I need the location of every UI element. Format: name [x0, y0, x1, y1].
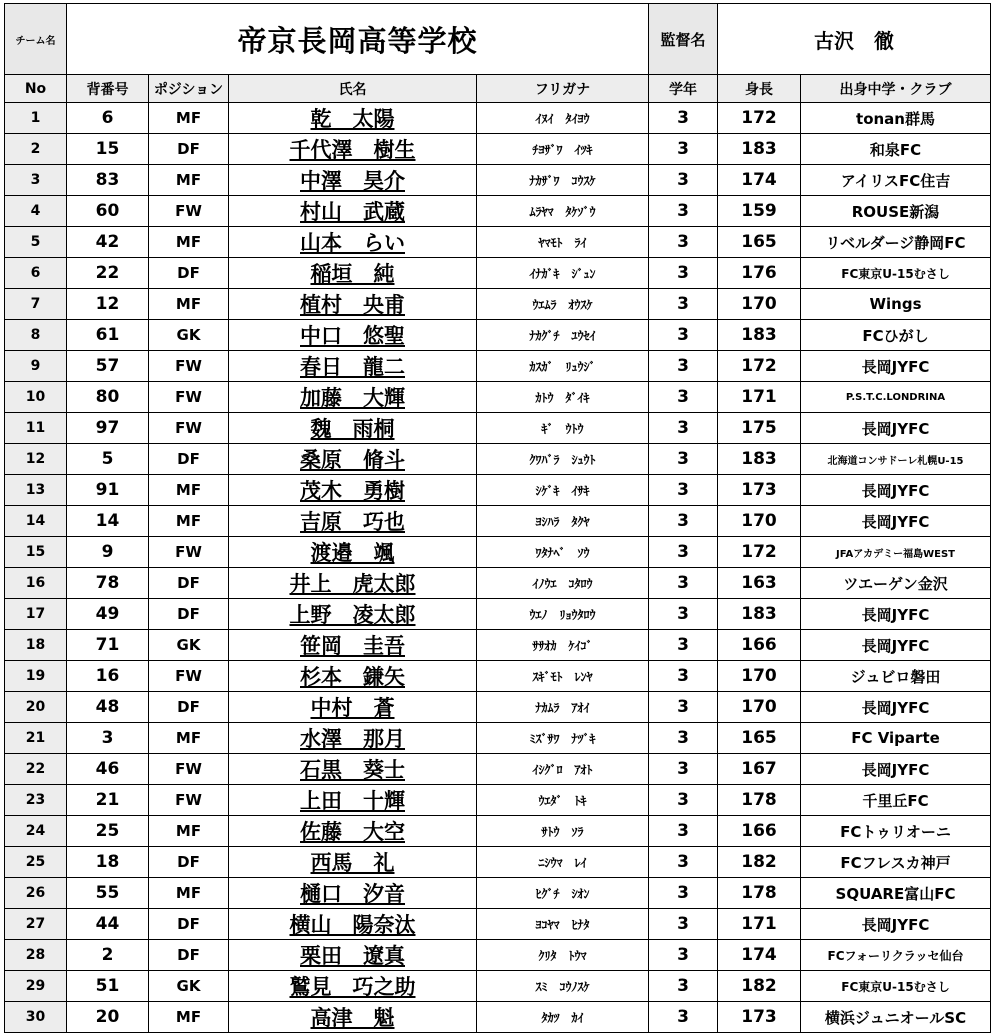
player-club: 長岡JYFC [801, 475, 991, 506]
player-club: ジュビロ磐田 [801, 661, 991, 692]
player-position: GK [149, 971, 229, 1002]
player-no: 6 [5, 258, 67, 289]
table-row [5, 723, 991, 754]
player-name: 中村 蒼 [229, 692, 477, 723]
player-club: リベルダージ静岡FC [801, 227, 991, 258]
player-kana: ｶｽｶﾞ ﾘｭｳｼﾞ [477, 351, 649, 382]
player-no: 20 [5, 692, 67, 723]
player-kana: ｳｴﾑﾗ ｵｳｽｹ [477, 289, 649, 320]
table-row [5, 196, 991, 227]
player-year: 3 [649, 754, 718, 785]
player-height: 163 [718, 568, 801, 599]
player-position: GK [149, 320, 229, 351]
player-club: FCトゥリオーニ [801, 816, 991, 847]
player-name: 千代澤 樹生 [229, 134, 477, 165]
player-no: 21 [5, 723, 67, 754]
table-row [5, 134, 991, 165]
player-kana: ｼｹﾞｷ ｲｻｷ [477, 475, 649, 506]
player-height: 171 [718, 382, 801, 413]
player-kana: ｸﾘﾀ ﾄｳﾏ [477, 940, 649, 971]
player-position: DF [149, 258, 229, 289]
player-position: MF [149, 103, 229, 134]
player-number: 20 [67, 1002, 149, 1033]
player-name: 上田 十輝 [229, 785, 477, 816]
player-height: 170 [718, 506, 801, 537]
player-position: MF [149, 289, 229, 320]
player-number: 14 [67, 506, 149, 537]
player-number: 61 [67, 320, 149, 351]
player-year: 3 [649, 289, 718, 320]
player-club: FCひがし [801, 320, 991, 351]
player-club: 長岡JYFC [801, 599, 991, 630]
player-number: 15 [67, 134, 149, 165]
player-height: 172 [718, 103, 801, 134]
player-no: 16 [5, 568, 67, 599]
player-height: 170 [718, 289, 801, 320]
coach-name: 古沢 徹 [718, 4, 991, 75]
player-number: 49 [67, 599, 149, 630]
player-name: 山本 らい [229, 227, 477, 258]
table-row [5, 816, 991, 847]
player-height: 172 [718, 351, 801, 382]
player-number: 12 [67, 289, 149, 320]
table-row [5, 165, 991, 196]
player-no: 7 [5, 289, 67, 320]
player-name: 乾 太陽 [229, 103, 477, 134]
table-row [5, 227, 991, 258]
player-number: 5 [67, 444, 149, 475]
player-kana: ﾋｸﾞﾁ ｼｵﾝ [477, 878, 649, 909]
player-year: 3 [649, 444, 718, 475]
player-name: 杉本 鎌矢 [229, 661, 477, 692]
player-number: 71 [67, 630, 149, 661]
player-club: 長岡JYFC [801, 413, 991, 444]
coach-label: 監督名 [649, 4, 718, 75]
player-number: 9 [67, 537, 149, 568]
player-position: DF [149, 599, 229, 630]
team-name-label: チーム名 [5, 4, 67, 75]
player-name: 鷲見 巧之助 [229, 971, 477, 1002]
player-kana: ﾀｶﾂ ｶｲ [477, 1002, 649, 1033]
player-year: 3 [649, 940, 718, 971]
player-kana: ﾁﾖｻﾞﾜ ｲﾂｷ [477, 134, 649, 165]
player-no: 11 [5, 413, 67, 444]
table-row [5, 692, 991, 723]
player-year: 3 [649, 971, 718, 1002]
player-number: 44 [67, 909, 149, 940]
player-year: 3 [649, 723, 718, 754]
player-year: 3 [649, 506, 718, 537]
player-name: 上野 凌太郎 [229, 599, 477, 630]
player-number: 91 [67, 475, 149, 506]
player-height: 165 [718, 723, 801, 754]
player-name: 佐藤 大空 [229, 816, 477, 847]
player-club: FC東京U-15むさし [801, 258, 991, 289]
player-height: 172 [718, 537, 801, 568]
player-name: 吉原 巧也 [229, 506, 477, 537]
player-no: 9 [5, 351, 67, 382]
column-header-no: No [5, 75, 67, 103]
player-position: MF [149, 816, 229, 847]
player-number: 46 [67, 754, 149, 785]
player-kana: ﾖｺﾔﾏ ﾋﾅﾀ [477, 909, 649, 940]
player-kana: ｽﾐ ｺｳﾉｽｹ [477, 971, 649, 1002]
player-year: 3 [649, 320, 718, 351]
player-name: 稲垣 純 [229, 258, 477, 289]
table-row [5, 289, 991, 320]
player-club: JFAアカデミー福島WEST [801, 537, 991, 568]
table-row [5, 537, 991, 568]
player-position: DF [149, 134, 229, 165]
table-row [5, 320, 991, 351]
column-header-position: ポジション [149, 75, 229, 103]
player-name: 植村 央甫 [229, 289, 477, 320]
player-height: 170 [718, 692, 801, 723]
player-year: 3 [649, 351, 718, 382]
player-club: 長岡JYFC [801, 909, 991, 940]
player-club: ツエーゲン金沢 [801, 568, 991, 599]
player-name: 茂木 勇樹 [229, 475, 477, 506]
player-position: MF [149, 1002, 229, 1033]
team-roster-table [4, 3, 991, 1033]
player-position: MF [149, 878, 229, 909]
player-name: 栗田 遼真 [229, 940, 477, 971]
player-club: P.S.T.C.LONDRINA [801, 382, 991, 413]
player-height: 171 [718, 909, 801, 940]
player-no: 22 [5, 754, 67, 785]
table-row [5, 754, 991, 785]
player-no: 27 [5, 909, 67, 940]
player-club: 長岡JYFC [801, 351, 991, 382]
player-no: 28 [5, 940, 67, 971]
table-row [5, 847, 991, 878]
player-kana: ｲﾅｶﾞｷ ｼﾞｭﾝ [477, 258, 649, 289]
player-kana: ｻｻｵｶ ｹｲｺﾞ [477, 630, 649, 661]
player-position: MF [149, 506, 229, 537]
player-no: 5 [5, 227, 67, 258]
table-row [5, 1002, 991, 1033]
player-position: FW [149, 196, 229, 227]
player-no: 19 [5, 661, 67, 692]
player-name: 石黒 葵士 [229, 754, 477, 785]
player-kana: ｲｼｸﾞﾛ ｱｵﾄ [477, 754, 649, 785]
player-position: DF [149, 847, 229, 878]
player-year: 3 [649, 878, 718, 909]
player-year: 3 [649, 599, 718, 630]
player-height: 178 [718, 878, 801, 909]
player-name: 中澤 昊介 [229, 165, 477, 196]
player-number: 2 [67, 940, 149, 971]
player-no: 25 [5, 847, 67, 878]
player-number: 21 [67, 785, 149, 816]
roster-header-row [5, 4, 991, 75]
player-position: MF [149, 227, 229, 258]
player-kana: ﾅｶｸﾞﾁ ﾕｳｾｲ [477, 320, 649, 351]
player-kana: ｳｴﾉ ﾘｮｳﾀﾛｳ [477, 599, 649, 630]
player-height: 176 [718, 258, 801, 289]
table-row [5, 878, 991, 909]
player-year: 3 [649, 816, 718, 847]
player-no: 24 [5, 816, 67, 847]
column-header-height: 身長 [718, 75, 801, 103]
table-row [5, 103, 991, 134]
player-position: FW [149, 785, 229, 816]
player-kana: ﾔﾏﾓﾄ ﾗｲ [477, 227, 649, 258]
table-row [5, 258, 991, 289]
player-year: 3 [649, 134, 718, 165]
player-club: FC Viparte [801, 723, 991, 754]
player-year: 3 [649, 382, 718, 413]
player-no: 2 [5, 134, 67, 165]
player-position: DF [149, 692, 229, 723]
player-number: 78 [67, 568, 149, 599]
player-year: 3 [649, 475, 718, 506]
player-number: 83 [67, 165, 149, 196]
player-kana: ﾅｶﾑﾗ ｱｵｲ [477, 692, 649, 723]
player-club: 長岡JYFC [801, 754, 991, 785]
player-no: 18 [5, 630, 67, 661]
player-club: 長岡JYFC [801, 630, 991, 661]
player-position: DF [149, 444, 229, 475]
player-height: 183 [718, 320, 801, 351]
player-year: 3 [649, 630, 718, 661]
player-position: FW [149, 754, 229, 785]
player-height: 183 [718, 134, 801, 165]
player-name: 渡邉 颯 [229, 537, 477, 568]
table-row [5, 940, 991, 971]
player-height: 166 [718, 630, 801, 661]
player-no: 4 [5, 196, 67, 227]
table-row [5, 351, 991, 382]
school-name: 帝京長岡高等学校 [67, 4, 649, 75]
player-no: 13 [5, 475, 67, 506]
player-number: 80 [67, 382, 149, 413]
player-height: 182 [718, 847, 801, 878]
player-year: 3 [649, 661, 718, 692]
player-kana: ﾜﾀﾅﾍﾞ ｿｳ [477, 537, 649, 568]
table-row [5, 909, 991, 940]
player-position: DF [149, 940, 229, 971]
player-club: 和泉FC [801, 134, 991, 165]
player-height: 173 [718, 475, 801, 506]
player-kana: ｻﾄｳ ｿﾗ [477, 816, 649, 847]
column-header-number: 背番号 [67, 75, 149, 103]
player-year: 3 [649, 413, 718, 444]
table-row [5, 506, 991, 537]
player-club: ROUSE新潟 [801, 196, 991, 227]
player-year: 3 [649, 258, 718, 289]
player-number: 48 [67, 692, 149, 723]
player-club: 北海道コンサドーレ札幌U-15 [801, 444, 991, 475]
player-number: 22 [67, 258, 149, 289]
table-row [5, 413, 991, 444]
table-row [5, 971, 991, 1002]
player-height: 174 [718, 940, 801, 971]
player-kana: ﾅｶｻﾞﾜ ｺｳｽｹ [477, 165, 649, 196]
player-club: SQUARE富山FC [801, 878, 991, 909]
table-row [5, 661, 991, 692]
player-no: 29 [5, 971, 67, 1002]
player-position: DF [149, 568, 229, 599]
player-number: 51 [67, 971, 149, 1002]
player-kana: ﾖｼﾊﾗ ﾀｸﾔ [477, 506, 649, 537]
player-height: 175 [718, 413, 801, 444]
player-position: FW [149, 382, 229, 413]
player-height: 183 [718, 444, 801, 475]
player-no: 10 [5, 382, 67, 413]
player-name: 笹岡 圭吾 [229, 630, 477, 661]
player-position: FW [149, 537, 229, 568]
player-kana: ﾑﾗﾔﾏ ﾀｹｿﾞｳ [477, 196, 649, 227]
player-name: 樋口 汐音 [229, 878, 477, 909]
player-name: 井上 虎太郎 [229, 568, 477, 599]
player-number: 16 [67, 661, 149, 692]
player-name: 高津 魁 [229, 1002, 477, 1033]
player-kana: ｸﾜﾊﾞﾗ ｼｭｳﾄ [477, 444, 649, 475]
player-kana: ﾐｽﾞｻﾜ ﾅﾂﾞｷ [477, 723, 649, 754]
column-header-row [5, 75, 991, 103]
column-header-kana: フリガナ [477, 75, 649, 103]
player-number: 55 [67, 878, 149, 909]
table-row [5, 444, 991, 475]
table-row [5, 599, 991, 630]
player-kana: ﾆｼｳﾏ ﾚｲ [477, 847, 649, 878]
player-no: 30 [5, 1002, 67, 1033]
player-position: MF [149, 475, 229, 506]
player-year: 3 [649, 165, 718, 196]
player-kana: ｲﾇｲ ﾀｲﾖｳ [477, 103, 649, 134]
player-name: 加藤 大輝 [229, 382, 477, 413]
player-club: FCフォーリクラッセ仙台 [801, 940, 991, 971]
table-row [5, 785, 991, 816]
column-header-name: 氏名 [229, 75, 477, 103]
player-number: 60 [67, 196, 149, 227]
player-number: 42 [67, 227, 149, 258]
player-position: FW [149, 351, 229, 382]
player-club: Wings [801, 289, 991, 320]
player-no: 12 [5, 444, 67, 475]
player-club: 横浜ジュニオールSC [801, 1002, 991, 1033]
player-year: 3 [649, 196, 718, 227]
player-kana: ｶﾄｳ ﾀﾞｲｷ [477, 382, 649, 413]
player-year: 3 [649, 568, 718, 599]
table-row [5, 382, 991, 413]
player-number: 3 [67, 723, 149, 754]
player-year: 3 [649, 847, 718, 878]
player-height: 165 [718, 227, 801, 258]
player-height: 167 [718, 754, 801, 785]
player-number: 6 [67, 103, 149, 134]
player-number: 57 [67, 351, 149, 382]
player-year: 3 [649, 103, 718, 134]
player-height: 170 [718, 661, 801, 692]
table-row [5, 630, 991, 661]
table-row [5, 475, 991, 506]
player-name: 魏 雨桐 [229, 413, 477, 444]
player-height: 183 [718, 599, 801, 630]
player-kana: ｲﾉｳｴ ｺﾀﾛｳ [477, 568, 649, 599]
player-no: 1 [5, 103, 67, 134]
player-name: 村山 武蔵 [229, 196, 477, 227]
player-year: 3 [649, 1002, 718, 1033]
player-no: 14 [5, 506, 67, 537]
player-name: 桑原 脩斗 [229, 444, 477, 475]
player-club: 長岡JYFC [801, 692, 991, 723]
player-club: FC東京U-15むさし [801, 971, 991, 1002]
player-year: 3 [649, 785, 718, 816]
player-height: 166 [718, 816, 801, 847]
player-height: 182 [718, 971, 801, 1002]
player-kana: ｽｷﾞﾓﾄ ﾚﾝﾔ [477, 661, 649, 692]
player-position: DF [149, 909, 229, 940]
player-no: 17 [5, 599, 67, 630]
player-number: 97 [67, 413, 149, 444]
player-kana: ｳｴﾀﾞ ﾄｷ [477, 785, 649, 816]
player-club: 長岡JYFC [801, 506, 991, 537]
player-club: FCフレスカ神戸 [801, 847, 991, 878]
player-height: 178 [718, 785, 801, 816]
player-name: 春日 龍二 [229, 351, 477, 382]
player-no: 3 [5, 165, 67, 196]
player-club: 千里丘FC [801, 785, 991, 816]
player-year: 3 [649, 909, 718, 940]
player-position: MF [149, 165, 229, 196]
table-row [5, 568, 991, 599]
player-name: 西馬 礼 [229, 847, 477, 878]
player-club: tonan群馬 [801, 103, 991, 134]
player-position: FW [149, 661, 229, 692]
player-position: MF [149, 723, 229, 754]
player-name: 水澤 那月 [229, 723, 477, 754]
player-year: 3 [649, 227, 718, 258]
player-height: 174 [718, 165, 801, 196]
player-number: 25 [67, 816, 149, 847]
player-position: FW [149, 413, 229, 444]
player-year: 3 [649, 692, 718, 723]
player-no: 26 [5, 878, 67, 909]
player-height: 159 [718, 196, 801, 227]
player-position: GK [149, 630, 229, 661]
player-kana: ｷﾞ ｳﾄｳ [477, 413, 649, 444]
player-name: 横山 陽奈汰 [229, 909, 477, 940]
player-name: 中口 悠聖 [229, 320, 477, 351]
player-year: 3 [649, 537, 718, 568]
player-no: 23 [5, 785, 67, 816]
player-no: 15 [5, 537, 67, 568]
column-header-club: 出身中学・クラブ [801, 75, 991, 103]
player-number: 18 [67, 847, 149, 878]
player-height: 173 [718, 1002, 801, 1033]
player-no: 8 [5, 320, 67, 351]
player-club: アイリスFC住吉 [801, 165, 991, 196]
column-header-year: 学年 [649, 75, 718, 103]
